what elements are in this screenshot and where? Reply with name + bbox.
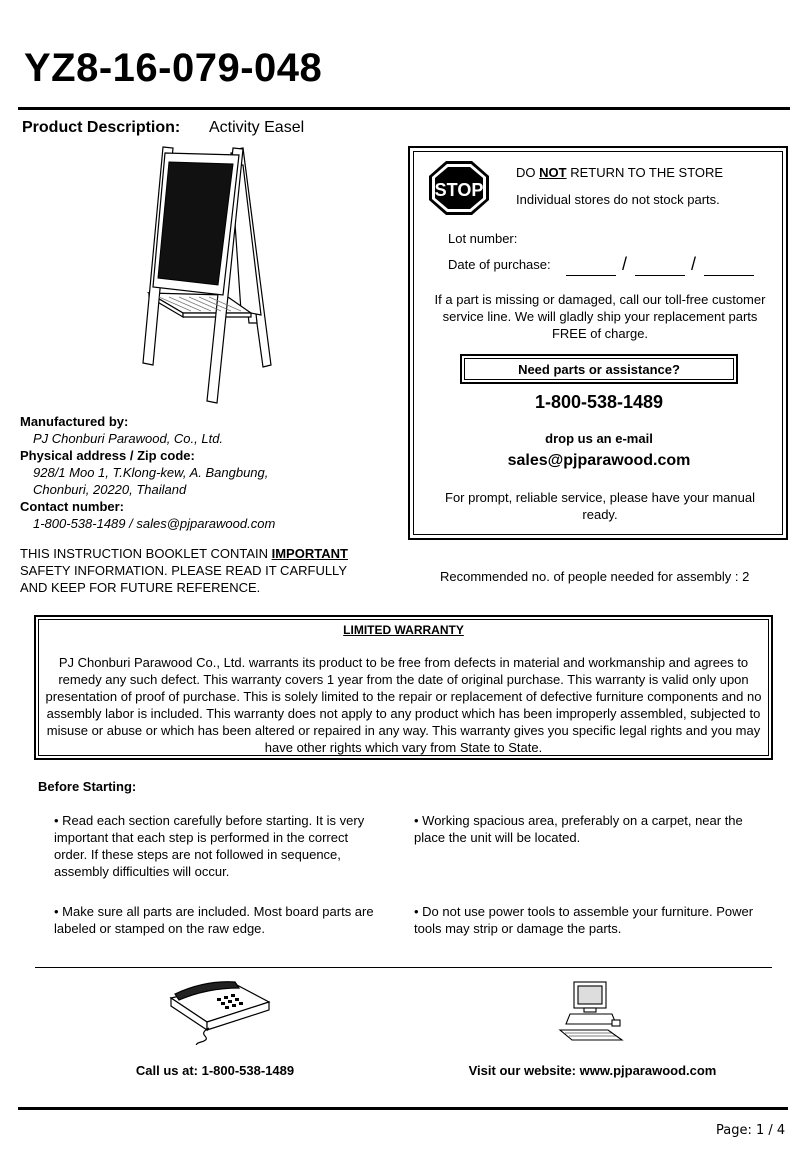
no-stock-text: Individual stores do not stock parts.	[516, 192, 720, 207]
service-email: sales@pjparawood.com	[507, 452, 691, 469]
missing-parts-text: If a part is missing or damaged, call our toll-free customer service line. We will gladly ship your replacement parts FREE of charge.	[434, 292, 766, 341]
section-divider	[35, 967, 772, 968]
date-separator-1: /	[622, 254, 628, 274]
notice-line-3: AND KEEP FOR FUTURE REFERENCE.	[20, 580, 261, 595]
warranty-title: LIMITED WARRANTY	[343, 623, 464, 637]
date-year-line	[704, 275, 754, 276]
notice-line-1: THIS INSTRUCTION BOOKLET CONTAIN	[20, 546, 272, 561]
notice-important: IMPORTANT	[271, 546, 348, 561]
need-parts-text: Need parts or assistance?	[464, 358, 734, 380]
tip-workspace: • Working spacious area, preferably on a carpet, near the place the unit will be located.	[414, 813, 743, 845]
date-month-line	[566, 275, 616, 276]
product-description-value: Activity Easel	[209, 119, 305, 136]
safety-notice	[20, 545, 380, 596]
contact-label: Contact number:	[20, 499, 124, 514]
not-text: NOT	[539, 165, 567, 180]
drop-email-label: drop us an e-mail	[545, 431, 653, 446]
call-us-text: Call us at: 1-800-538-1489	[135, 1063, 295, 1078]
contact-value: 1-800-538-1489 / sales@pjparawood.com	[33, 516, 276, 531]
date-day-line	[635, 275, 685, 276]
footer-divider	[18, 1107, 788, 1110]
stop-sign-text: STOP	[434, 180, 484, 200]
page-number: Page: 1 / 4	[716, 1123, 786, 1138]
address-label: Physical address / Zip code:	[20, 448, 195, 463]
before-starting-title: Before Starting:	[38, 779, 137, 794]
return-text: RETURN TO THE STORE	[566, 165, 724, 180]
notice-line-2: SAFETY INFORMATION. PLEASE READ IT CARFULLY	[20, 563, 347, 578]
visit-website-text: Visit our website: www.pjparawood.com	[468, 1063, 717, 1078]
tip-no-power-tools: • Do not use power tools to assemble your furniture. Power tools may strip or damage the parts.	[414, 904, 754, 936]
product-description-label: Product Description:	[22, 119, 181, 136]
do-not-return	[516, 165, 723, 180]
date-separator-2: /	[691, 254, 697, 274]
service-phone: 1-800-538-1489	[534, 392, 664, 412]
computer-icon	[556, 978, 626, 1046]
do-text: DO	[516, 165, 540, 180]
warranty-body: PJ Chonburi Parawood Co., Ltd. warrants its product to be free from defects in material and workmanship and agrees to remedy any such defect. This warranty covers 1 year from the date of original purchase. This warranty is valid only upon presentation of proof of purchase. This is solely limited to the repair or replacement of defective furniture components and no assembly labor is included. This warranty does not apply to any product which has been improperly assembled, subjected to misuse or abuse or which has been altered or repaired in any way. This warranty gives you specific legal rights and you may have other rights which vary from State to State.	[45, 655, 762, 755]
lot-number-label: Lot number:	[448, 231, 518, 246]
recommended-people: Recommended no. of people needed for assembly : 2	[440, 569, 750, 584]
model-number: YZ8-16-079-048	[24, 46, 323, 90]
need-parts-box	[460, 354, 738, 384]
prompt-service-text: For prompt, reliable service, please have your manual ready.	[445, 490, 755, 522]
header-divider	[18, 107, 790, 110]
stop-sign-icon	[428, 160, 490, 216]
address-line-1: 928/1 Moo 1, T.Klong-kew, A. Bangbung,	[33, 465, 269, 480]
date-of-purchase-label: Date of purchase:	[448, 257, 551, 272]
manufacturer-value: PJ Chonburi Parawood, Co., Ltd.	[33, 431, 224, 446]
tip-check-parts: • Make sure all parts are included. Most board parts are labeled or stamped on the raw edge.	[54, 904, 374, 936]
manufacturer-label: Manufactured by:	[20, 414, 129, 429]
tip-read-sections: • Read each section carefully before starting. It is very important that each step is performed in the correct order. If these steps are not followed in sequence, assembly difficulties will occur.	[54, 813, 365, 879]
manufacturer-info	[20, 413, 400, 532]
easel-illustration	[135, 145, 275, 407]
address-line-2: Chonburi, 20220, Thailand	[33, 482, 187, 497]
telephone-icon	[165, 980, 275, 1045]
